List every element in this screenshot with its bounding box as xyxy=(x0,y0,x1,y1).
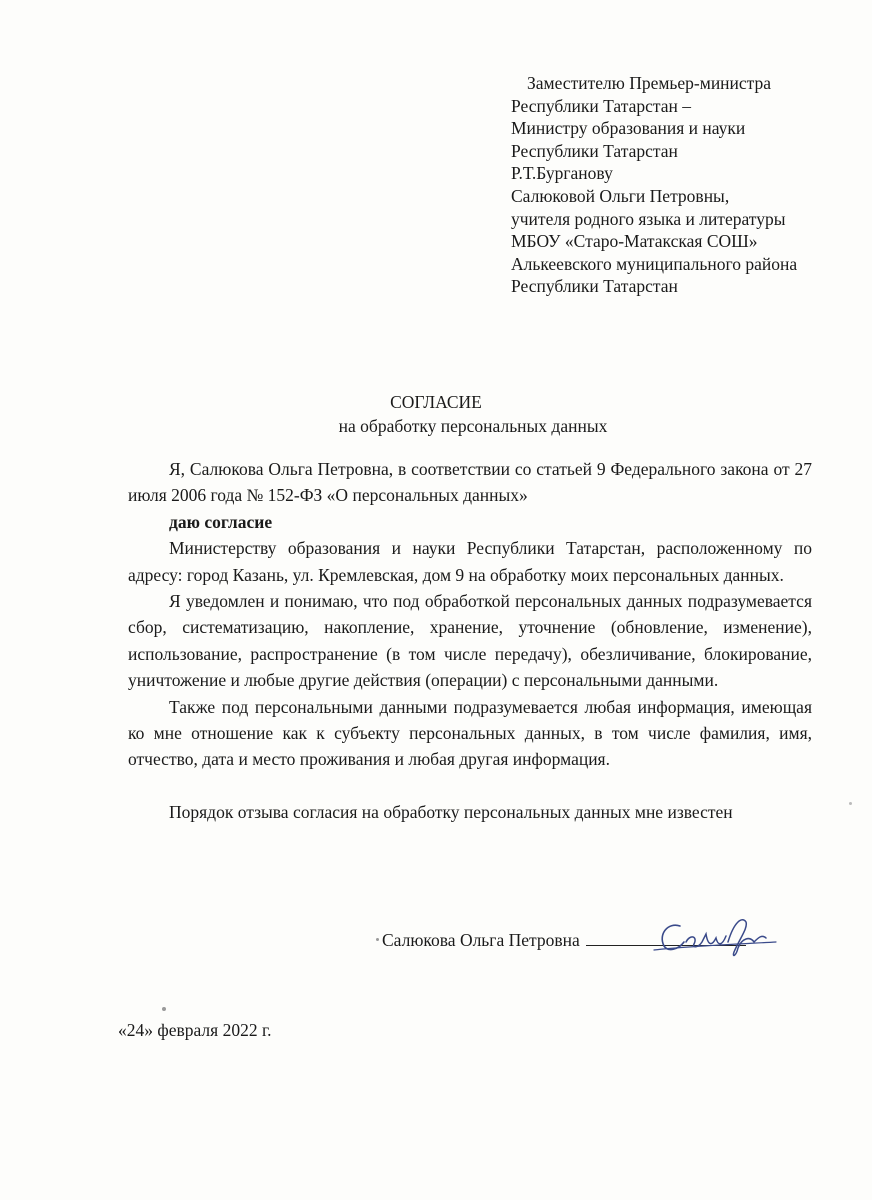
consent-phrase: даю согласие xyxy=(169,511,273,532)
intro-paragraph: Я, Салюкова Ольга Петровна, в соответствии со статьей 9 Федерального закона от 27 июля 2006 года № 152-ФЗ «О персональных данных» xyxy=(128,459,812,506)
addressee-block xyxy=(511,72,797,298)
processing-paragraph: Я уведомлен и понимаю, что под обработкой персональных данных подразумевается сбор, систематизацию, накопление, хранение, уточнение (обновление, изменение), использование, распространение (в том числе передачу), обезличивание, блокирование, уничтожение и любые другие действия (операции) с персональными данными. xyxy=(128,591,812,691)
addressee-line: учителя родного языка и литературы xyxy=(511,208,786,229)
document-body xyxy=(128,456,812,825)
addressee-line: Республики Татарстан xyxy=(511,140,678,161)
addressee-line: Республики Татарстан – xyxy=(511,95,691,116)
addressee-line: Министру образования и науки xyxy=(511,118,746,139)
addressee-line: Заместителю Премьер-министра xyxy=(527,73,772,93)
withdrawal-paragraph: Порядок отзыва согласия на обработку персональных данных мне известен xyxy=(169,801,733,822)
addressee-line: Р.Т.Бурганову xyxy=(511,163,613,184)
addressee-line: МБОУ «Старо-Матакская СОШ» xyxy=(511,231,758,252)
scan-speck xyxy=(162,1007,166,1011)
scan-speck xyxy=(376,938,379,941)
addressee-line: Республики Татарстан xyxy=(511,276,678,297)
definition-paragraph: Также под персональными данными подразумевается любая информация, имеющая ко мне отношение как к субъекту персональных данных, в том числе фамилия, имя, отчество, дата и место проживания и любая другая информация. xyxy=(128,696,812,770)
handwritten-signature xyxy=(650,912,780,962)
document-date: «24» февраля 2022 г. xyxy=(118,1020,272,1040)
title-subtitle: на обработку персональных данных xyxy=(338,416,608,436)
document-title xyxy=(0,390,872,438)
title-main: СОГЛАСИЕ xyxy=(390,392,482,412)
signer-name: Салюкова Ольга Петровна xyxy=(382,930,580,950)
scan-speck xyxy=(849,802,852,805)
ministry-paragraph: Министерству образования и науки Республики Татарстан, расположенному по адресу: город Казань, ул. Кремлевская, дом 9 на обработку моих персональных данных. xyxy=(128,538,812,585)
addressee-line: Алькеевского муниципального района xyxy=(511,253,798,274)
addressee-line: Салюковой Ольги Петровны, xyxy=(511,185,730,206)
